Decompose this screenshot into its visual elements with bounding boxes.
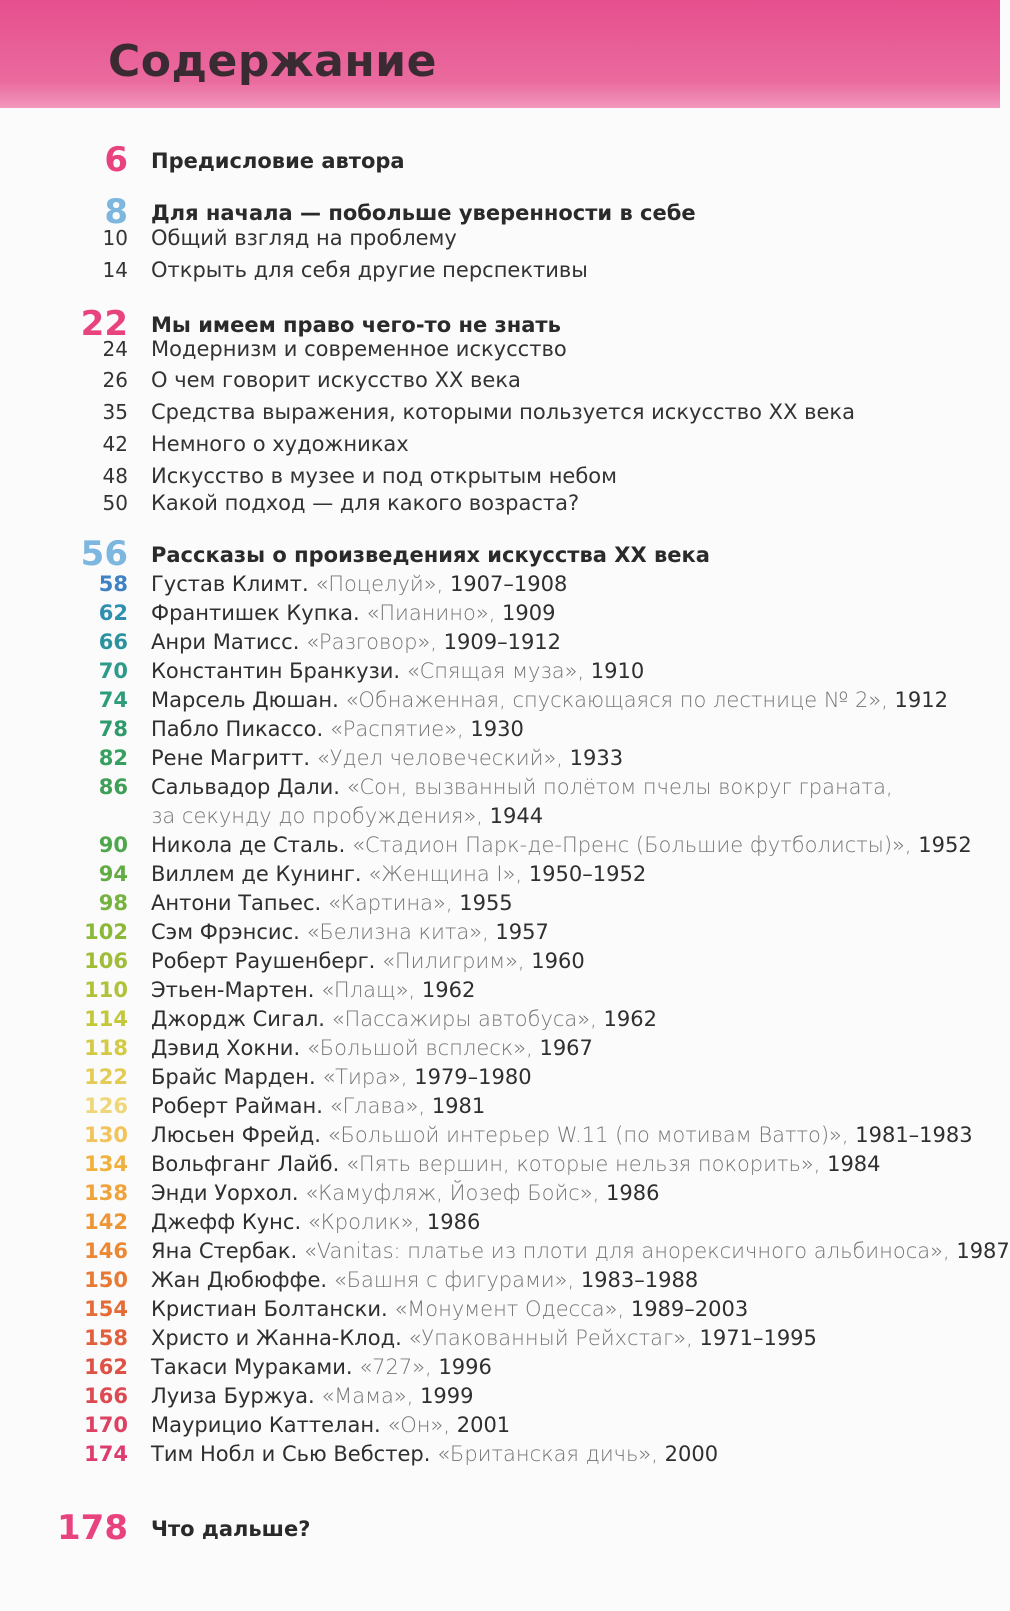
story-entry xyxy=(151,1267,698,1293)
story-artist: Роберт Раушенберг. xyxy=(151,949,383,973)
story-year: 1907–1908 xyxy=(443,572,568,596)
story-year: 1909 xyxy=(495,601,556,625)
story-entry xyxy=(151,600,556,626)
story-artist: Христо и Жанна-Клод. xyxy=(151,1326,409,1350)
story-year: 1989–2003 xyxy=(624,1297,749,1321)
story-artist: Брайс Марден. xyxy=(151,1065,323,1089)
story-artist: Энди Уорхол. xyxy=(151,1181,306,1205)
story-year: 1950–1952 xyxy=(522,862,647,886)
story-page-number: 134 xyxy=(84,1152,128,1176)
story-artist: Кристиан Болтански. xyxy=(151,1297,395,1321)
story-entry xyxy=(151,1412,510,1438)
story-page-number: 70 xyxy=(98,659,128,683)
story-entry-continued xyxy=(151,803,543,829)
story-page-number: 86 xyxy=(98,775,128,799)
final-title: Что дальше? xyxy=(151,1517,311,1541)
story-year: 1983–1988 xyxy=(574,1268,699,1292)
story-year: 1955 xyxy=(452,891,513,915)
story-artist: Луиза Буржуа. xyxy=(151,1384,322,1408)
story-artist: Маурицио Каттелан. xyxy=(151,1413,388,1437)
story-page-number: 170 xyxy=(84,1413,128,1437)
subsection-title: Открыть для себя другие перспективы xyxy=(151,258,588,282)
section-page-number: 6 xyxy=(104,140,128,180)
story-work: «Пять вершин, которые нельзя покорить», xyxy=(345,1152,821,1176)
page-title: Содержание xyxy=(108,36,437,87)
story-work: «Удел человеческий», xyxy=(316,746,563,770)
story-work: «Монумент Одесса», xyxy=(394,1297,625,1321)
story-year: 1933 xyxy=(562,746,624,770)
story-work: «Он», xyxy=(387,1413,451,1437)
story-year: 2000 xyxy=(657,1442,719,1466)
story-artist: Роберт Райман. xyxy=(151,1094,330,1118)
story-year: 1986 xyxy=(599,1181,660,1205)
story-year: 2001 xyxy=(450,1413,511,1437)
story-page-number: 146 xyxy=(84,1239,128,1263)
story-work: «Поцелуй», xyxy=(315,572,444,596)
story-artist: Такаси Мураками. xyxy=(151,1355,360,1379)
story-page-number: 114 xyxy=(84,1007,128,1031)
story-entry xyxy=(151,658,644,684)
story-entry xyxy=(151,832,972,858)
subsection-page-number: 50 xyxy=(102,491,128,515)
story-artist: Дэвид Хокни. xyxy=(151,1036,307,1060)
story-entry xyxy=(151,1035,593,1061)
story-artist: Люсьен Фрейд. xyxy=(151,1123,328,1147)
story-page-number: 82 xyxy=(98,746,128,770)
story-entry xyxy=(151,1093,485,1119)
story-entry xyxy=(151,1006,657,1032)
story-page-number: 150 xyxy=(84,1268,128,1292)
story-work: «Распятие», xyxy=(329,717,464,741)
story-work: «Vanitas: платье из плоти для анорексичного альбиноса», xyxy=(303,1239,950,1263)
story-page-number: 166 xyxy=(84,1384,128,1408)
subsection-title: Какой подход — для какого возраста? xyxy=(151,491,580,515)
story-year: 1971–1995 xyxy=(692,1326,817,1350)
subsection-title: Искусство в музее и под открытым небом xyxy=(151,464,617,488)
story-page-number: 118 xyxy=(84,1036,128,1060)
story-entry xyxy=(151,1441,718,1467)
story-entry xyxy=(151,1296,748,1322)
story-work: «Большой интерьер W.11 (по мотивам Ватто)», xyxy=(327,1123,849,1147)
story-page-number: 66 xyxy=(98,630,128,654)
story-work: «Тира», xyxy=(322,1065,408,1089)
story-page-number: 122 xyxy=(84,1065,128,1089)
story-artist: Сальвадор Дали. xyxy=(151,775,347,799)
story-artist: Тим Нобл и Сью Вебстер. xyxy=(151,1442,438,1466)
story-entry xyxy=(151,687,948,713)
story-year: 1981 xyxy=(425,1094,486,1118)
story-artist: Яна Стербак. xyxy=(151,1239,304,1263)
story-work: «Белизна кита», xyxy=(306,920,489,944)
story-work: «Женщина I», xyxy=(368,862,523,886)
story-work: «Спящая муза», xyxy=(406,659,585,683)
story-artist: Франтишек Купка. xyxy=(151,601,367,625)
story-year: 1984 xyxy=(820,1152,881,1176)
story-work: «Большой всплеск», xyxy=(306,1036,533,1060)
story-work: «Обнаженная, спускающаяся по лестнице № 2», xyxy=(345,688,888,712)
subsection-title: Модернизм и современное искусство xyxy=(151,337,567,361)
story-year: 1962 xyxy=(596,1007,657,1031)
story-year: 1979–1980 xyxy=(407,1065,532,1089)
story-year: 1957 xyxy=(488,920,549,944)
story-page-number: 126 xyxy=(84,1094,128,1118)
story-work: «Пассажиры автобуса», xyxy=(331,1007,597,1031)
story-year: 1962 xyxy=(415,978,476,1002)
subsection-page-number: 14 xyxy=(102,258,128,282)
story-artist: Джефф Кунс. xyxy=(151,1210,308,1234)
story-page-number: 62 xyxy=(98,601,128,625)
story-artist: Никола де Сталь. xyxy=(151,833,352,857)
story-year: 1944 xyxy=(482,804,544,828)
story-page-number: 98 xyxy=(98,891,128,915)
story-year: 1986 xyxy=(420,1210,481,1234)
section-title: Рассказы о произведениях искусства XX века xyxy=(151,543,710,567)
story-page-number: 158 xyxy=(84,1326,128,1350)
story-work: «Плащ», xyxy=(321,978,416,1002)
story-entry xyxy=(151,977,475,1003)
story-entry xyxy=(151,1325,817,1351)
story-page-number: 78 xyxy=(98,717,128,741)
story-page-number: 130 xyxy=(84,1123,128,1147)
story-entry xyxy=(151,1209,480,1235)
story-entry xyxy=(151,1151,881,1177)
subsection-page-number: 48 xyxy=(102,464,128,488)
story-work: «Мама», xyxy=(321,1384,414,1408)
story-entry xyxy=(151,919,549,945)
story-entry xyxy=(151,1354,492,1380)
story-year: 1996 xyxy=(431,1355,492,1379)
story-work: «Пианино», xyxy=(366,601,496,625)
final-page-number: 178 xyxy=(57,1508,128,1548)
story-artist: Жан Дюбюффе. xyxy=(151,1268,334,1292)
story-entry xyxy=(151,948,585,974)
story-year: 1999 xyxy=(413,1384,474,1408)
story-artist: Пабло Пикассо. xyxy=(151,717,330,741)
story-artist: Марсель Дюшан. xyxy=(151,688,346,712)
section-page-number: 8 xyxy=(104,192,128,232)
story-entry xyxy=(151,890,513,916)
story-entry xyxy=(151,1383,474,1409)
story-work: «Упакованный Рейхстаг», xyxy=(408,1326,693,1350)
subsection-page-number: 10 xyxy=(102,226,128,250)
section-title: Предисловие автора xyxy=(151,149,405,173)
story-artist: Константин Бранкузи. xyxy=(151,659,407,683)
story-artist: Густав Климт. xyxy=(151,572,316,596)
subsection-page-number: 35 xyxy=(102,400,128,424)
story-year: 1909–1912 xyxy=(436,630,562,654)
story-entry xyxy=(151,716,524,742)
story-page-number: 58 xyxy=(98,572,128,596)
subsection-page-number: 26 xyxy=(102,368,128,392)
story-artist: Виллем де Кунинг. xyxy=(151,862,369,886)
story-entry xyxy=(151,1180,660,1206)
story-artist: Сэм Фрэнсис. xyxy=(151,920,307,944)
story-work: «Сон, вызванный полётом пчелы вокруг граната, xyxy=(346,775,893,799)
story-page-number: 102 xyxy=(84,920,128,944)
story-page-number: 74 xyxy=(98,688,128,712)
story-work: «Картина», xyxy=(327,891,453,915)
story-page-number: 110 xyxy=(84,978,128,1002)
story-year: 1912 xyxy=(887,688,948,712)
subsection-page-number: 24 xyxy=(102,337,128,361)
story-work: «Башня с фигурами», xyxy=(333,1268,575,1292)
section-page-number: 22 xyxy=(80,304,128,344)
story-page-number: 90 xyxy=(98,833,128,857)
story-entry xyxy=(151,1064,532,1090)
story-page-number: 154 xyxy=(84,1297,128,1321)
story-artist: Этьен-Мартен. xyxy=(151,978,322,1002)
subsection-title: Средства выражения, которыми пользуется искусство XX века xyxy=(151,400,855,424)
story-page-number: 174 xyxy=(84,1442,128,1466)
section-title: Мы имеем право чего-то не знать xyxy=(151,313,561,337)
story-entry xyxy=(151,629,561,655)
story-artist: Антони Тапьес. xyxy=(151,891,328,915)
story-year: 1981–1983 xyxy=(848,1123,973,1147)
story-work: «Британская дичь», xyxy=(437,1442,658,1466)
subsection-title: Немного о художниках xyxy=(151,432,409,456)
story-work: «Стадион Парк-де-Пренс (Большие футболисты)», xyxy=(351,833,912,857)
subsection-title: О чем говорит искусство XX века xyxy=(151,368,521,392)
section-title: Для начала — побольше уверенности в себе xyxy=(151,201,696,225)
story-entry xyxy=(151,774,893,800)
story-artist: Анри Матисс. xyxy=(151,630,307,654)
story-work: «Пилигрим», xyxy=(382,949,525,973)
story-year: 1930 xyxy=(463,717,524,741)
story-year: 1967 xyxy=(532,1036,593,1060)
section-page-number: 56 xyxy=(80,534,128,574)
story-entry xyxy=(151,745,623,771)
story-work: «Глава», xyxy=(329,1094,426,1118)
story-entry xyxy=(151,1122,973,1148)
story-work: «727», xyxy=(359,1355,432,1379)
story-work-continued: за секунду до пробуждения», xyxy=(151,804,483,828)
story-entry xyxy=(151,1238,1010,1264)
story-year: 1910 xyxy=(584,659,645,683)
story-artist: Джордж Сигал. xyxy=(151,1007,332,1031)
story-artist: Рене Магритт. xyxy=(151,746,317,770)
story-year: 1952 xyxy=(911,833,972,857)
story-year: 1960 xyxy=(524,949,585,973)
story-page-number: 142 xyxy=(84,1210,128,1234)
story-work: «Разговор», xyxy=(306,630,437,654)
story-entry xyxy=(151,861,646,887)
subsection-page-number: 42 xyxy=(102,432,128,456)
story-page-number: 106 xyxy=(84,949,128,973)
story-artist: Вольфганг Лайб. xyxy=(151,1152,346,1176)
story-entry xyxy=(151,571,567,597)
story-page-number: 138 xyxy=(84,1181,128,1205)
story-work: «Кролик», xyxy=(307,1210,421,1234)
story-page-number: 162 xyxy=(84,1355,128,1379)
story-work: «Камуфляж, Йозеф Бойс», xyxy=(305,1181,600,1205)
story-year: 1987 xyxy=(949,1239,1010,1263)
subsection-title: Общий взгляд на проблему xyxy=(151,226,457,250)
story-page-number: 94 xyxy=(98,862,128,886)
